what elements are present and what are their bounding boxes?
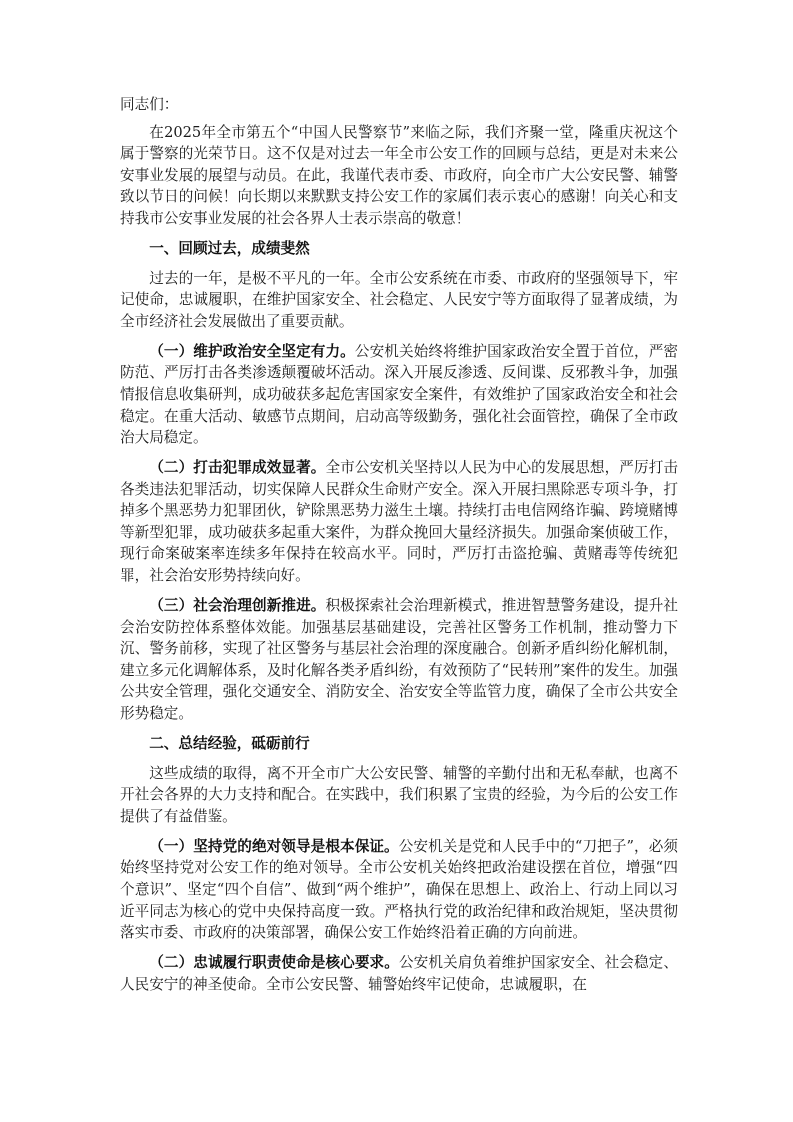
review-item-text: 公安机关始终将维护国家政治安全置于首位，严密防范、严厉打击各类渗透颠覆破坏活动。深入开展反渗透、反间谍、反邪教斗争，加强情报信息收集研判，成功破获多起危害国家安全案件，有效维护了国家政治安全和社会稳定。在重大活动、敏感节点期间，启动高等级勤务，强化社会面管控，确保了全市政治大局稳定。 — [120, 342, 678, 447]
section-experience-lead: 这些成绩的取得，离不开全市广大公安民警、辅警的辛勤付出和无私奉献，也离不开社会各界的大力支持和配合。在实践中，我们积累了宝贵的经验，为今后的公安工作提供了有益借鉴。 — [120, 764, 678, 825]
review-item-social-governance — [120, 595, 678, 725]
salutation: 同志们： — [120, 96, 179, 113]
section-heading-experience: 二、总结经验，砥砺前行 — [149, 734, 310, 752]
review-item-crime-fighting — [120, 457, 678, 587]
experience-item-text: 公安机关肩负着维护国家安全、社会稳定、人民安宁的神圣使命。全市公安民警、辅警始终牢记使命，忠诚履职，在 — [120, 954, 678, 993]
intro-paragraph: 在2025年全市第五个“中国人民警察节”来临之际，我们齐聚一堂，隆重庆祝这个属于警察的光荣节日。这不仅是对过去一年全市公安工作的回顾与总结，更是对未来公安事业发展的展望与动员。在此，我谨代表市委、市政府，向全市广大公安民警、辅警致以节日的问候！向长期以来默默支持公安工作的家属们表示衷心的感谢！向关心和支持我市公安事业发展的社会各界人士表示崇高的敬意！ — [120, 123, 678, 227]
review-item-political-security — [120, 341, 678, 449]
review-item-title: （二）打击犯罪成效显著。 — [149, 459, 326, 477]
review-item-text: 积极探索社会治理新模式，推进智慧警务建设，提升社会治安防控体系整体效能。加强基层基础建设，完善社区警务工作机制，推动警力下沉、警务前移，实现了社区警务与基层社会治理的深度融合。创新矛盾纠纷化解机制，建立多元化调解体系，及时化解各类矛盾纠纷，有效预防了“民转刑”案件的发生。加强公共安全管理，强化交通安全、消防安全、治安安全等监管力度，确保了全市公共安全形势稳定。 — [120, 597, 678, 722]
section-heading-review: 一、回顾过去，成绩斐然 — [149, 239, 310, 257]
experience-item-title: （一）坚持党的绝对领导是根本保证。 — [149, 837, 399, 855]
experience-item-title: （二）忠诚履行职责使命是核心要求。 — [149, 954, 399, 972]
section-review-lead: 过去的一年，是极不平凡的一年。全市公安系统在市委、市政府的坚强领导下，牢记使命，忠诚履职，在维护国家安全、社会稳定、人民安宁等方面取得了显著成绩，为全市经济社会发展做出了重要贡献。 — [120, 269, 678, 330]
review-item-title: （三）社会治理创新推进。 — [149, 597, 326, 615]
review-item-text: 全市公安机关坚持以人民为中心的发展思想，严厉打击各类违法犯罪活动，切实保障人民群众生命财产安全。深入开展扫黑除恶专项斗争，打掉多个黑恶势力犯罪团伙，铲除黑恶势力滋生土壤。持续打击电信网络诈骗、跨境赌博等新型犯罪，成功破获多起重大案件，为群众挽回大量经济损失。加强命案侦破工作，现行命案破案率连续多年保持在较高水平。同时，严厉打击盗抢骗、黄赌毒等传统犯罪，社会治安形势持续向好。 — [120, 459, 678, 585]
experience-item-duty-mission — [120, 952, 678, 995]
document-body — [120, 94, 678, 1004]
experience-item-text: 公安机关是党和人民手中的“刀把子”，必须始终坚持党对公安工作的绝对领导。全市公安机关始终把政治建设摆在首位，增强“四个意识”、坚定“四个自信”、做到“两个维护”，确保在思想上、政治上、行动上同以习近平同志为核心的党中央保持高度一致。严格执行党的政治纪律和政治规矩，坚决贯彻落实市委、市政府的决策部署，确保公安工作始终沿着正确的方向前进。 — [120, 837, 678, 942]
review-item-title: （一）维护政治安全坚定有力。 — [149, 342, 355, 360]
experience-item-party-leadership — [120, 836, 678, 944]
